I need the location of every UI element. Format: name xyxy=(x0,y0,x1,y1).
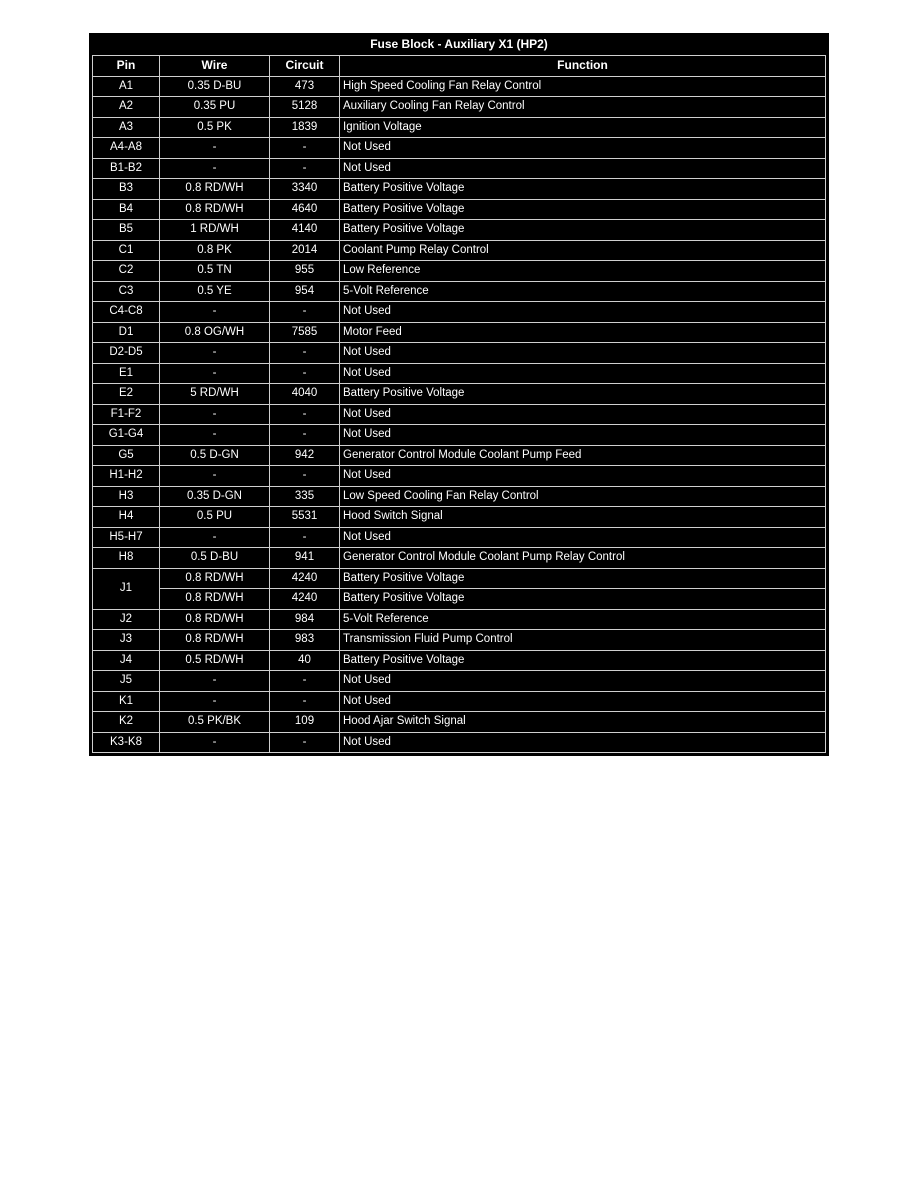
pin-cell: C1 xyxy=(93,240,160,261)
circuit-cell: 473 xyxy=(270,76,340,97)
circuit-cell: - xyxy=(270,466,340,487)
table-row xyxy=(93,630,826,651)
table-row xyxy=(93,363,826,384)
function-cell: Not Used xyxy=(340,363,826,384)
pin-cell: H5-H7 xyxy=(93,527,160,548)
pin-cell: A3 xyxy=(93,117,160,138)
circuit-cell: - xyxy=(270,691,340,712)
function-cell: Not Used xyxy=(340,158,826,179)
pin-cell: C3 xyxy=(93,281,160,302)
table-row xyxy=(93,609,826,630)
wire-cell: - xyxy=(160,671,270,692)
table-row xyxy=(93,712,826,733)
function-cell: Battery Positive Voltage xyxy=(340,589,826,610)
table-row xyxy=(93,138,826,159)
function-cell: 5-Volt Reference xyxy=(340,281,826,302)
wire-cell: - xyxy=(160,732,270,753)
circuit-cell: - xyxy=(270,404,340,425)
header-wire: Wire xyxy=(160,56,270,77)
pin-cell: G5 xyxy=(93,445,160,466)
wire-cell: 0.5 D-BU xyxy=(160,548,270,569)
pin-cell: J2 xyxy=(93,609,160,630)
table-row xyxy=(93,384,826,405)
pin-cell: D1 xyxy=(93,322,160,343)
wire-cell: 0.8 RD/WH xyxy=(160,199,270,220)
pin-cell: G1-G4 xyxy=(93,425,160,446)
pin-cell: B3 xyxy=(93,179,160,200)
wire-cell: - xyxy=(160,466,270,487)
pin-cell: K3-K8 xyxy=(93,732,160,753)
wire-cell: 0.8 OG/WH xyxy=(160,322,270,343)
function-cell: Ignition Voltage xyxy=(340,117,826,138)
wire-cell: - xyxy=(160,425,270,446)
table-body xyxy=(93,76,826,753)
table-row xyxy=(93,650,826,671)
wire-cell: - xyxy=(160,302,270,323)
function-cell: Battery Positive Voltage xyxy=(340,220,826,241)
pin-cell: A2 xyxy=(93,97,160,118)
table-row xyxy=(93,548,826,569)
wire-cell: 0.35 PU xyxy=(160,97,270,118)
circuit-cell: - xyxy=(270,158,340,179)
pin-cell: B1-B2 xyxy=(93,158,160,179)
function-cell: Not Used xyxy=(340,527,826,548)
wire-cell: - xyxy=(160,691,270,712)
pin-cell: E2 xyxy=(93,384,160,405)
circuit-cell: 3340 xyxy=(270,179,340,200)
circuit-cell: 5531 xyxy=(270,507,340,528)
wire-cell: 0.8 RD/WH xyxy=(160,179,270,200)
pin-cell: H4 xyxy=(93,507,160,528)
pin-cell: J3 xyxy=(93,630,160,651)
function-cell: Not Used xyxy=(340,302,826,323)
function-cell: Battery Positive Voltage xyxy=(340,650,826,671)
table-title: Fuse Block - Auxiliary X1 (HP2) xyxy=(92,36,826,53)
circuit-cell: 2014 xyxy=(270,240,340,261)
circuit-cell: 942 xyxy=(270,445,340,466)
wire-cell: - xyxy=(160,158,270,179)
circuit-cell: 109 xyxy=(270,712,340,733)
circuit-cell: - xyxy=(270,363,340,384)
circuit-cell: 335 xyxy=(270,486,340,507)
wire-cell: - xyxy=(160,527,270,548)
function-cell: Hood Switch Signal xyxy=(340,507,826,528)
function-cell: Hood Ajar Switch Signal xyxy=(340,712,826,733)
table-row xyxy=(93,261,826,282)
table-row xyxy=(93,404,826,425)
table-row xyxy=(93,281,826,302)
pin-cell: K1 xyxy=(93,691,160,712)
pin-cell: H3 xyxy=(93,486,160,507)
circuit-cell: 4240 xyxy=(270,589,340,610)
pin-cell: J4 xyxy=(93,650,160,671)
circuit-cell: 954 xyxy=(270,281,340,302)
function-cell: Not Used xyxy=(340,404,826,425)
pin-cell: E1 xyxy=(93,363,160,384)
table-row xyxy=(93,445,826,466)
table-row xyxy=(93,199,826,220)
circuit-cell: 4140 xyxy=(270,220,340,241)
table-row xyxy=(93,343,826,364)
function-cell: Auxiliary Cooling Fan Relay Control xyxy=(340,97,826,118)
function-cell: Battery Positive Voltage xyxy=(340,199,826,220)
wire-cell: 0.5 PU xyxy=(160,507,270,528)
circuit-cell: 983 xyxy=(270,630,340,651)
circuit-cell: 1839 xyxy=(270,117,340,138)
wire-cell: 0.5 TN xyxy=(160,261,270,282)
function-cell: Battery Positive Voltage xyxy=(340,568,826,589)
pin-cell: H8 xyxy=(93,548,160,569)
circuit-cell: 4040 xyxy=(270,384,340,405)
table-row xyxy=(93,589,826,610)
table-row xyxy=(93,302,826,323)
wire-cell: - xyxy=(160,138,270,159)
pin-cell: H1-H2 xyxy=(93,466,160,487)
function-cell: Not Used xyxy=(340,732,826,753)
function-cell: Battery Positive Voltage xyxy=(340,179,826,200)
pin-cell: J5 xyxy=(93,671,160,692)
circuit-cell: - xyxy=(270,671,340,692)
pin-cell: A1 xyxy=(93,76,160,97)
wire-cell: - xyxy=(160,343,270,364)
function-cell: Generator Control Module Coolant Pump Feed xyxy=(340,445,826,466)
circuit-cell: - xyxy=(270,138,340,159)
circuit-cell: 5128 xyxy=(270,97,340,118)
wire-cell: 0.5 YE xyxy=(160,281,270,302)
header-function: Function xyxy=(340,56,826,77)
table-row xyxy=(93,486,826,507)
circuit-cell: - xyxy=(270,302,340,323)
table-row xyxy=(93,671,826,692)
table-row xyxy=(93,158,826,179)
function-cell: Not Used xyxy=(340,691,826,712)
function-cell: Not Used xyxy=(340,671,826,692)
table-row xyxy=(93,76,826,97)
wire-cell: 1 RD/WH xyxy=(160,220,270,241)
function-cell: High Speed Cooling Fan Relay Control xyxy=(340,76,826,97)
function-cell: Motor Feed xyxy=(340,322,826,343)
header-row xyxy=(93,56,826,77)
table-row xyxy=(93,179,826,200)
table-row xyxy=(93,322,826,343)
circuit-cell: 40 xyxy=(270,650,340,671)
table-row xyxy=(93,466,826,487)
wire-cell: 0.8 PK xyxy=(160,240,270,261)
pin-cell: F1-F2 xyxy=(93,404,160,425)
wire-cell: 0.8 RD/WH xyxy=(160,609,270,630)
function-cell: Not Used xyxy=(340,343,826,364)
circuit-cell: - xyxy=(270,343,340,364)
circuit-cell: 4240 xyxy=(270,568,340,589)
circuit-cell: - xyxy=(270,732,340,753)
circuit-cell: 955 xyxy=(270,261,340,282)
wire-cell: 0.5 RD/WH xyxy=(160,650,270,671)
wire-cell: 0.5 PK xyxy=(160,117,270,138)
table-row xyxy=(93,220,826,241)
pin-cell: A4-A8 xyxy=(93,138,160,159)
pin-cell: K2 xyxy=(93,712,160,733)
circuit-cell: - xyxy=(270,527,340,548)
pin-cell: D2-D5 xyxy=(93,343,160,364)
function-cell: Not Used xyxy=(340,138,826,159)
wire-cell: 0.35 D-GN xyxy=(160,486,270,507)
pinout-table xyxy=(92,55,826,753)
function-cell: Low Speed Cooling Fan Relay Control xyxy=(340,486,826,507)
wire-cell: 0.35 D-BU xyxy=(160,76,270,97)
circuit-cell: 984 xyxy=(270,609,340,630)
function-cell: Not Used xyxy=(340,425,826,446)
function-cell: Battery Positive Voltage xyxy=(340,384,826,405)
pin-cell: B5 xyxy=(93,220,160,241)
wire-cell: 0.8 RD/WH xyxy=(160,630,270,651)
table-row xyxy=(93,425,826,446)
circuit-cell: - xyxy=(270,425,340,446)
function-cell: Generator Control Module Coolant Pump Relay Control xyxy=(340,548,826,569)
function-cell: 5-Volt Reference xyxy=(340,609,826,630)
table-row xyxy=(93,117,826,138)
wire-cell: 0.8 RD/WH xyxy=(160,589,270,610)
circuit-cell: 4640 xyxy=(270,199,340,220)
table-row xyxy=(93,507,826,528)
pin-cell: C2 xyxy=(93,261,160,282)
pin-cell: C4-C8 xyxy=(93,302,160,323)
function-cell: Low Reference xyxy=(340,261,826,282)
table-row xyxy=(93,97,826,118)
table-row xyxy=(93,568,826,589)
header-circuit: Circuit xyxy=(270,56,340,77)
pin-cell: J1 xyxy=(93,568,160,609)
wire-cell: 0.5 D-GN xyxy=(160,445,270,466)
table-row xyxy=(93,732,826,753)
function-cell: Not Used xyxy=(340,466,826,487)
connector-table-panel xyxy=(89,33,829,756)
wire-cell: - xyxy=(160,404,270,425)
table-row xyxy=(93,527,826,548)
wire-cell: 0.5 PK/BK xyxy=(160,712,270,733)
table-row xyxy=(93,240,826,261)
header-pin: Pin xyxy=(93,56,160,77)
pin-cell: B4 xyxy=(93,199,160,220)
circuit-cell: 941 xyxy=(270,548,340,569)
wire-cell: 0.8 RD/WH xyxy=(160,568,270,589)
function-cell: Coolant Pump Relay Control xyxy=(340,240,826,261)
wire-cell: 5 RD/WH xyxy=(160,384,270,405)
circuit-cell: 7585 xyxy=(270,322,340,343)
wire-cell: - xyxy=(160,363,270,384)
function-cell: Transmission Fluid Pump Control xyxy=(340,630,826,651)
table-row xyxy=(93,691,826,712)
